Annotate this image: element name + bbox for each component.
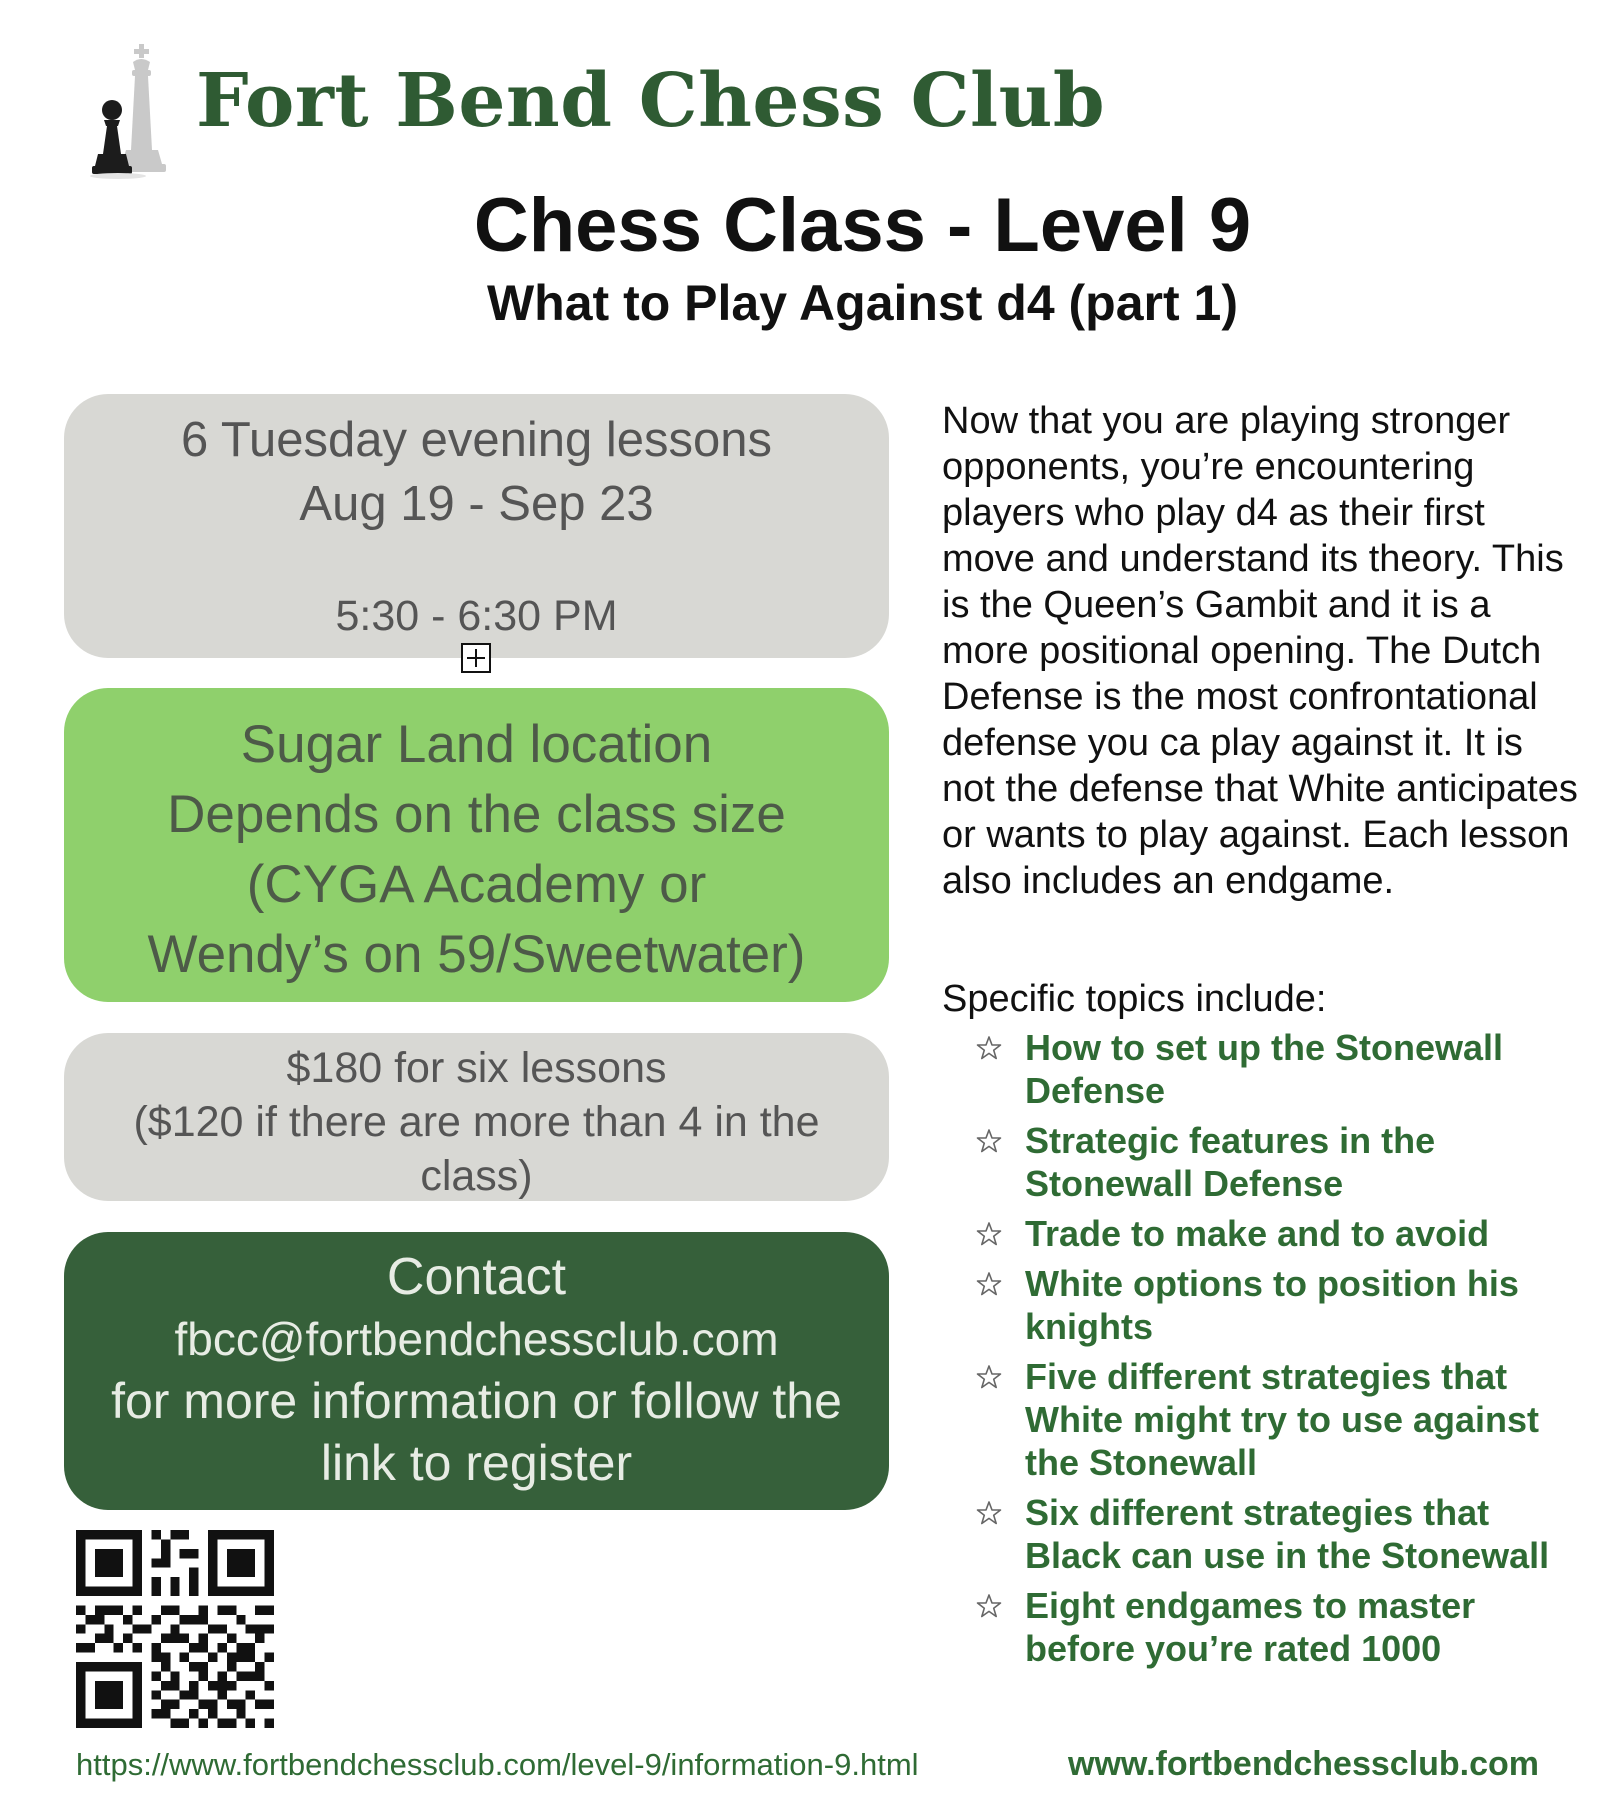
star-icon bbox=[975, 1499, 1003, 1527]
topic-text: Eight endgames to master before you’re rated 1000 bbox=[1025, 1585, 1476, 1669]
page-title: Chess Class - Level 9 bbox=[473, 183, 1252, 268]
star-icon bbox=[975, 1034, 1003, 1062]
contact-line: link to register bbox=[320, 1435, 633, 1491]
schedule-lessons: 6 Tuesday evening lessons bbox=[180, 413, 773, 467]
location-line: (CYGA Academy or bbox=[246, 855, 707, 914]
price-line: ($120 if there are more than 4 in the bbox=[133, 1098, 820, 1146]
qr-code-icon[interactable] bbox=[76, 1530, 274, 1728]
topics-heading: Specific topics include: bbox=[942, 978, 1327, 1020]
topic-text: Trade to make and to avoid bbox=[1025, 1213, 1490, 1254]
star-icon bbox=[975, 1363, 1003, 1391]
schedule-dates: Aug 19 - Sep 23 bbox=[299, 477, 654, 531]
class-description: Now that you are playing stronger opponents, you’re encountering players who play d4 as their first move and understand its theory. This is the Queen’s Gambit and it is a more positional opening. The Dutch Defense is the most confrontational defense you ca play against it. It is not the defense that White anticipates or wants to play against. Each lesson also includes an endgame. bbox=[942, 400, 1578, 902]
location-line: Sugar Land location bbox=[240, 715, 713, 774]
contact-heading: Contact bbox=[386, 1248, 567, 1306]
topic-text: Five different strategies that White might try to use against the Stonewall bbox=[1025, 1356, 1540, 1483]
star-icon bbox=[975, 1220, 1003, 1248]
list-item bbox=[975, 1119, 1595, 1205]
star-icon bbox=[975, 1270, 1003, 1298]
star-icon bbox=[975, 1127, 1003, 1155]
contact-box bbox=[64, 1232, 889, 1510]
topic-text: White options to position his knights bbox=[1025, 1263, 1519, 1347]
location-line: Wendy’s on 59/Sweetwater) bbox=[147, 925, 806, 984]
price-line: $180 for six lessons bbox=[286, 1044, 667, 1092]
contact-line: for more information or follow the bbox=[111, 1373, 842, 1429]
contact-email[interactable]: fbcc@fortbendchessclub.com bbox=[174, 1313, 779, 1365]
schedule-box bbox=[64, 394, 889, 658]
list-item bbox=[975, 1584, 1595, 1670]
list-item bbox=[975, 1026, 1595, 1112]
chess-logo-icon bbox=[88, 42, 198, 180]
topics-list bbox=[975, 1026, 1595, 1677]
topic-text: Strategic features in the Stonewall Defense bbox=[1025, 1120, 1436, 1204]
schedule-time: 5:30 - 6:30 PM bbox=[335, 592, 618, 640]
registration-link[interactable]: https://www.fortbendchessclub.com/level-9/information-9.html bbox=[76, 1747, 919, 1782]
location-line: Depends on the class size bbox=[167, 785, 786, 844]
list-item bbox=[975, 1262, 1595, 1348]
topic-text: How to set up the Stonewall Defense bbox=[1025, 1027, 1504, 1111]
list-item bbox=[975, 1491, 1595, 1577]
price-line: class) bbox=[420, 1152, 533, 1200]
price-box bbox=[64, 1033, 889, 1201]
plus-box-icon bbox=[460, 642, 492, 674]
club-name: Fort Bend Chess Club bbox=[196, 58, 1106, 144]
list-item bbox=[975, 1355, 1595, 1484]
location-box bbox=[64, 688, 889, 1002]
star-icon bbox=[975, 1592, 1003, 1620]
page-subtitle: What to Play Against d4 (part 1) bbox=[486, 275, 1238, 331]
website-link[interactable]: www.fortbendchessclub.com bbox=[1068, 1745, 1540, 1783]
topic-text: Six different strategies that Black can use in the Stonewall bbox=[1025, 1492, 1550, 1576]
list-item bbox=[975, 1212, 1595, 1255]
